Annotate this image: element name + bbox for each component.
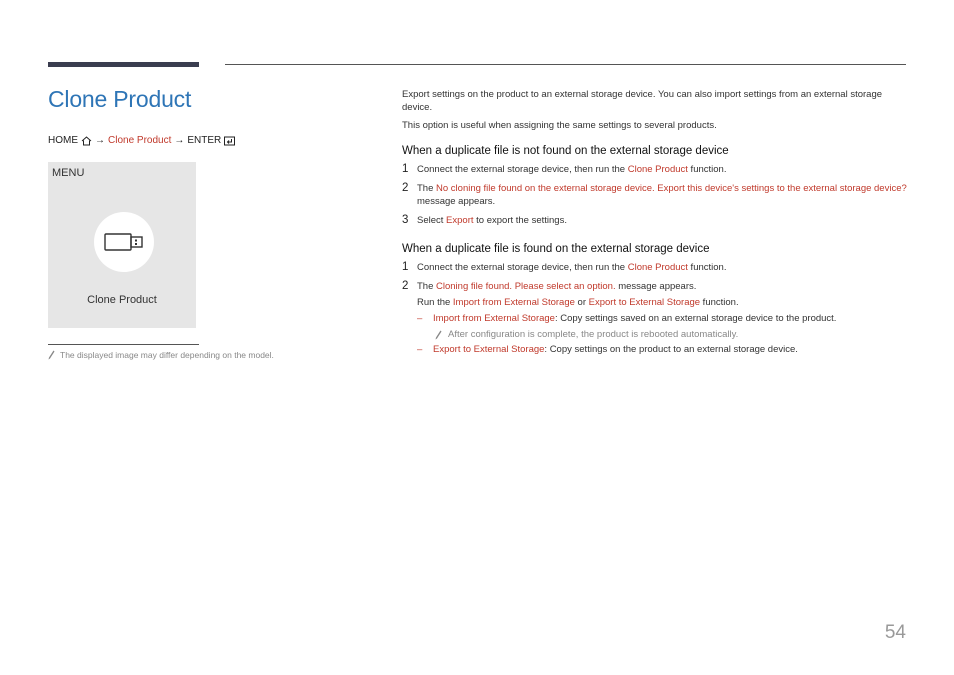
main-content (402, 88, 908, 359)
text-run: Connect the external storage device, then run the (417, 164, 628, 175)
step-item (402, 163, 908, 176)
option-item (417, 343, 908, 356)
step-number: 3 (402, 214, 409, 226)
clone-product-link[interactable]: Clone Product (627, 262, 688, 273)
text-run: Run the (417, 297, 453, 308)
breadcrumb-arrow: → (95, 135, 105, 146)
dash-bullet: – (417, 313, 423, 324)
header-rule-dark (48, 62, 199, 67)
export-link[interactable]: Export (446, 215, 474, 226)
option-item (417, 312, 908, 325)
text-run: function. (687, 164, 727, 175)
step-item (402, 214, 908, 227)
page-title: Clone Product (48, 86, 192, 112)
image-disclaimer-text: The displayed image may differ depending on the model. (60, 350, 274, 360)
section-heading: When a duplicate file is found on the external storage device (402, 243, 710, 255)
breadcrumb-link-clone-product[interactable]: Clone Product (108, 135, 172, 146)
menu-caption: Clone Product (87, 294, 157, 306)
breadcrumb-enter: ENTER (187, 135, 222, 146)
usb-drive-icon (104, 232, 144, 252)
home-icon (81, 136, 92, 146)
export-to-external-storage-link[interactable]: Export to External Storage (433, 344, 545, 355)
message-highlight: Cloning file found. Please select an option. (436, 281, 616, 292)
message-highlight: No cloning file found on the external storage device. Export this device's settings to the external storage device? (436, 183, 907, 194)
text-run: message appears. (615, 281, 697, 292)
step-number: 2 (402, 182, 409, 194)
text-run: to export the settings. (473, 215, 567, 226)
text-run: function. (687, 262, 727, 273)
header-rule-light (225, 64, 906, 65)
step-text (417, 280, 908, 293)
option-text (433, 343, 798, 356)
text-run: : Copy settings on the product to an external storage device. (544, 344, 798, 355)
text-run: The (417, 281, 437, 292)
text-run: : Copy settings saved on an external storage device to the product. (554, 313, 837, 324)
enter-icon (224, 136, 235, 146)
step-text (417, 214, 908, 227)
note-divider (48, 344, 199, 345)
step-item (402, 261, 908, 274)
pencil-note-icon (435, 330, 442, 340)
step-number: 2 (402, 280, 409, 292)
import-from-external-storage-link[interactable]: Import from External Storage (452, 297, 575, 308)
text-run: Connect the external storage device, then run the (417, 262, 628, 273)
breadcrumb-arrow: → (174, 135, 185, 146)
clone-product-link[interactable]: Clone Product (627, 164, 688, 175)
step-text (417, 182, 908, 208)
breadcrumb-home: HOME (48, 135, 78, 146)
intro-paragraph: Export settings on the product to an external storage device. You can also import settings from an external storage device. (402, 89, 883, 113)
pencil-note-icon (48, 350, 55, 360)
step-number: 1 (402, 261, 409, 273)
step-item (402, 182, 908, 208)
option-text (433, 312, 836, 325)
step-text (417, 261, 908, 274)
menu-icon-circle (94, 212, 154, 272)
intro-paragraph: This option is useful when assigning the same settings to several products. (402, 120, 717, 131)
page-number: 54 (884, 622, 906, 643)
step-number: 1 (402, 163, 409, 175)
text-run: Select (417, 215, 447, 226)
run-instruction (417, 296, 908, 309)
text-run: or (574, 297, 589, 308)
dash-bullet: – (417, 344, 423, 355)
step-text (417, 163, 908, 176)
menu-preview-panel (48, 162, 196, 328)
section-heading: When a duplicate file is not found on the external storage device (402, 145, 729, 157)
export-to-external-storage-link[interactable]: Export to External Storage (588, 297, 701, 308)
text-run: message appears. (417, 196, 496, 207)
reboot-note-text: After configuration is complete, the product is rebooted automatically. (448, 329, 739, 340)
breadcrumb (48, 135, 235, 146)
step-item (402, 280, 908, 293)
menu-label: MENU (52, 167, 85, 179)
text-run: The (417, 183, 437, 194)
import-from-external-storage-link[interactable]: Import from External Storage (433, 313, 555, 324)
image-disclaimer-note (48, 350, 274, 360)
reboot-note (435, 328, 908, 341)
text-run: function. (700, 297, 739, 308)
